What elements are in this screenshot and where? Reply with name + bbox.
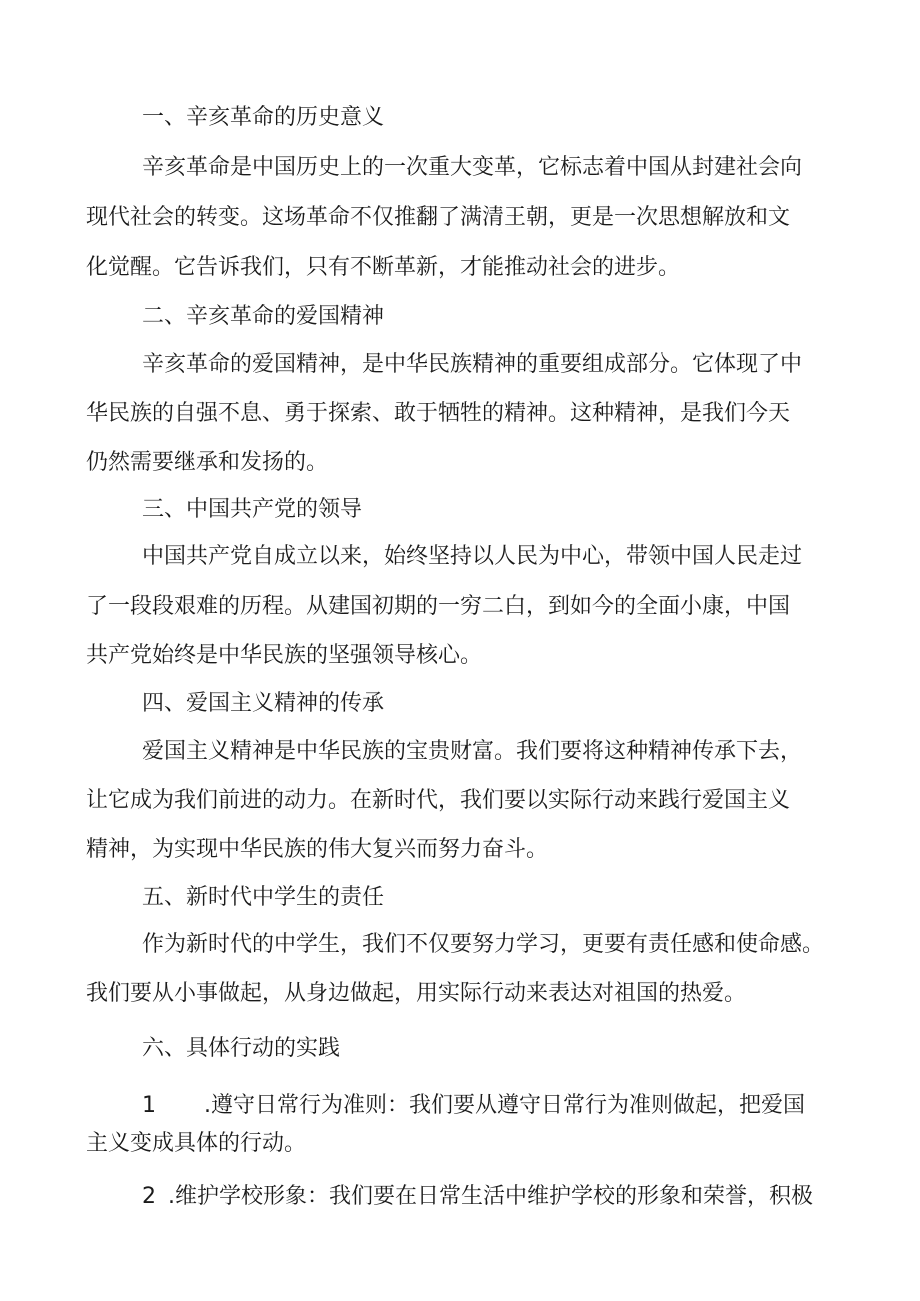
- paragraph-line: 共产党始终是中华民族的坚强领导核心。: [86, 643, 483, 668]
- paragraph-line: 化觉醒。它告诉我们，只有不断革新，才能推动社会的进步。: [86, 255, 681, 280]
- section-heading: 一、辛亥革命的历史意义: [142, 105, 385, 130]
- paragraph-line: 作为新时代的中学生，我们不仅要努力学习，更要有责任感和使命感。: [142, 932, 825, 957]
- list-item-text: .遵守日常行为准则：我们要从遵守日常行为准则做起，把爱国: [204, 1093, 805, 1118]
- section-heading: 五、新时代中学生的责任: [142, 885, 385, 910]
- list-item-text: 主义变成具体的行动。: [86, 1131, 307, 1156]
- paragraph-line: 辛亥革命是中国历史上的一次重大变革，它标志着中国从封建社会向: [142, 155, 803, 180]
- paragraph-line: 了一段段艰难的历程。从建国初期的一穷二白，到如今的全面小康，中国: [86, 594, 791, 619]
- section-heading: 二、辛亥革命的爱国精神: [142, 304, 385, 329]
- paragraph-line: 中国共产党自成立以来，始终坚持以人民为中心，带领中国人民走过: [142, 544, 803, 569]
- section-heading: 六、具体行动的实践: [142, 1036, 341, 1061]
- paragraph-line: 仍然需要继承和发扬的。: [86, 450, 329, 475]
- list-item-number: 1: [142, 1093, 156, 1118]
- section-heading: 四、爱国主义精神的传承: [142, 691, 385, 716]
- list-item-text: .维护学校形象：我们要在日常生活中维护学校的形象和荣誉，积极: [168, 1184, 813, 1209]
- paragraph-line: 让它成为我们前进的动力。在新时代，我们要以实际行动来践行爱国主义: [86, 788, 791, 813]
- paragraph-line: 现代社会的转变。这场革命不仅推翻了满清王朝，更是一次思想解放和文: [86, 205, 791, 230]
- paragraph-line: 辛亥革命的爱国精神，是中华民族精神的重要组成部分。它体现了中: [142, 352, 803, 377]
- paragraph-line: 爱国主义精神是中华民族的宝贵财富。我们要将这种精神传承下去，: [142, 739, 803, 764]
- paragraph-line: 华民族的自强不息、勇于探索、敢于牺牲的精神。这种精神，是我们今天: [86, 401, 791, 426]
- paragraph-line: 精神，为实现中华民族的伟大复兴而努力奋斗。: [86, 837, 549, 862]
- section-heading: 三、中国共产党的领导: [142, 497, 363, 522]
- list-item-number: 2: [142, 1184, 156, 1209]
- paragraph-line: 我们要从小事做起，从身边做起，用实际行动来表达对祖国的热爱。: [86, 981, 747, 1006]
